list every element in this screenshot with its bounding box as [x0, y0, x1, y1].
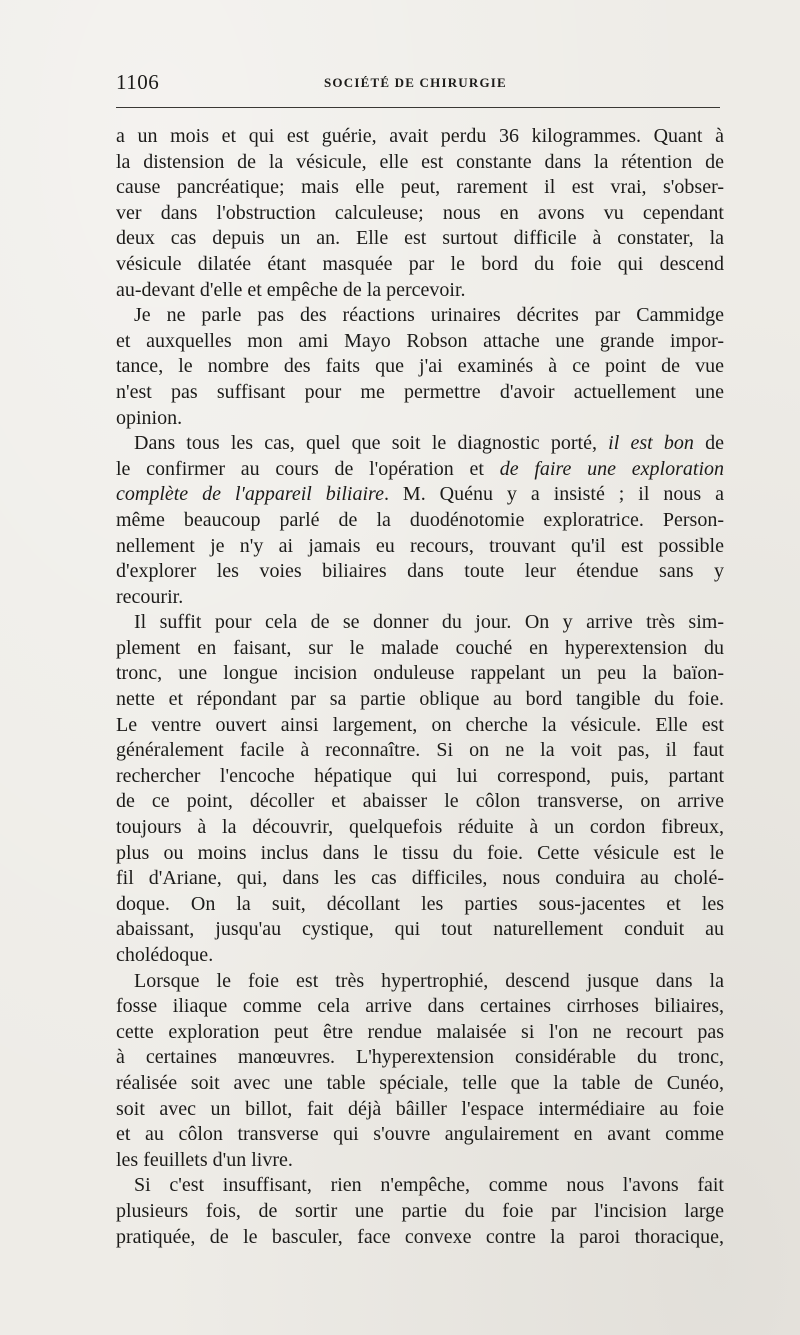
text-line: cause pancréatique; mais elle peut, rarement il est vrai, s'obser- [116, 176, 724, 199]
text-line: plement en faisant, sur le malade couché en hyperextension du [116, 636, 724, 659]
page-number: 1106 [116, 70, 160, 94]
text-line: plusieurs fois, de sortir une partie du foie par l'incision large [116, 1199, 724, 1222]
emphasis: il est bon [608, 432, 694, 455]
text-line: le confirmer au cours de l'opération et de faire une exploration [116, 457, 724, 480]
text-line: la distension de la vésicule, elle est constante dans la rétention de [116, 150, 724, 173]
text-line: et au côlon transverse qui s'ouvre angulairement en avant comme [116, 1123, 724, 1146]
emphasis: complète de l'appareil biliaire [116, 483, 384, 506]
text-line: cette exploration peut être rendue malaisée si l'on ne recourt pas [116, 1020, 724, 1043]
text-line: à certaines manœuvres. L'hyperextension considérable du tronc, [116, 1046, 724, 1069]
text-line: nette et répondant par sa partie oblique au bord tangible du foie. [116, 688, 724, 711]
text-line: généralement facile à reconnaître. Si on ne la voit pas, il faut [116, 739, 724, 762]
emphasis: de faire une exploration [499, 457, 724, 480]
text-line: nellement je n'y ai jamais eu recours, trouvant qu'il est possible [116, 534, 724, 557]
text-line: ver dans l'obstruction calculeuse; nous en avons vu cependant [116, 201, 724, 224]
text-line: a un mois et qui est guérie, avait perdu 36 kilogrammes. Quant à [116, 125, 724, 147]
text-line: plus ou moins inclus dans le tissu du foie. Cette vésicule est le [116, 841, 724, 864]
text-line: deux cas depuis un an. Elle est surtout difficile à constater, la [116, 227, 724, 250]
running-title: SOCIÉTÉ DE CHIRURGIE [324, 75, 507, 90]
text-line: même beaucoup parlé de la duodénotomie exploratrice. Person- [116, 508, 724, 531]
text-line: fil d'Ariane, qui, dans les cas difficiles, nous conduira au cholé- [116, 867, 724, 890]
text-line: n'est pas suffisant pour me permettre d'avoir actuellement une [116, 380, 724, 403]
text-line: les feuillets d'un livre. [116, 1148, 293, 1171]
text-line: de ce point, décoller et abaisser le côlon transverse, on arrive [116, 790, 724, 813]
text-line: pratiquée, de le basculer, face convexe contre la paroi thoracique, [116, 1225, 724, 1248]
text-line: cholédoque. [116, 944, 214, 966]
text-line: Si c'est insuffisant, rien n'empêche, comme nous l'avons fait [134, 1174, 724, 1197]
text-line: fosse iliaque comme cela arrive dans certaines cirrhoses biliaires, [116, 995, 724, 1018]
text-line: Il suffit pour cela de se donner du jour. On y arrive très sim- [134, 611, 724, 634]
page-header [116, 70, 720, 96]
text-line: opinion. [116, 406, 183, 429]
body-text [116, 124, 724, 1250]
text-line: Dans tous les cas, quel que soit le diagnostic porté, il est bon de [134, 432, 724, 455]
text-line: rechercher l'encoche hépatique qui lui correspond, puis, partant [116, 764, 724, 787]
text-line: doque. On la suit, décollant les parties sous-jacentes et les [116, 892, 724, 915]
header-rule [116, 107, 720, 108]
text-line: Lorsque le foie est très hypertrophié, descend jusque dans la [134, 969, 724, 992]
text-line: Le ventre ouvert ainsi largement, on cherche la vésicule. Elle est [116, 713, 724, 736]
text-line: toujours à la découvrir, quelquefois réduite à un cordon fibreux, [116, 816, 724, 839]
text-line: tance, le nombre des faits que j'ai examinés à ce point de vue [116, 355, 724, 378]
text-line: d'explorer les voies biliaires dans toute leur étendue sans y [116, 560, 724, 583]
text-line: recourir. [116, 585, 184, 608]
text-line: complète de l'appareil biliaire. M. Quénu y a insisté ; il nous a [116, 483, 724, 506]
text-line: Je ne parle pas des réactions urinaires décrites par Cammidge [134, 304, 724, 327]
text-line: au-devant d'elle et empêche de la percevoir. [116, 278, 466, 301]
text-line: tronc, une longue incision onduleuse rappelant un peu la baïon- [116, 662, 724, 685]
text-line: soit avec un billot, fait déjà bâiller l'espace intermédiaire au foie [116, 1097, 724, 1120]
text-line: réalisée soit avec une table spéciale, telle que la table de Cunéo, [116, 1071, 724, 1094]
text-line: vésicule dilatée étant masquée par le bord du foie qui descend [116, 252, 724, 275]
text-line: abaissant, jusqu'au cystique, qui tout naturellement conduit au [116, 918, 724, 941]
text-line: et auxquelles mon ami Mayo Robson attache une grande impor- [116, 329, 724, 352]
